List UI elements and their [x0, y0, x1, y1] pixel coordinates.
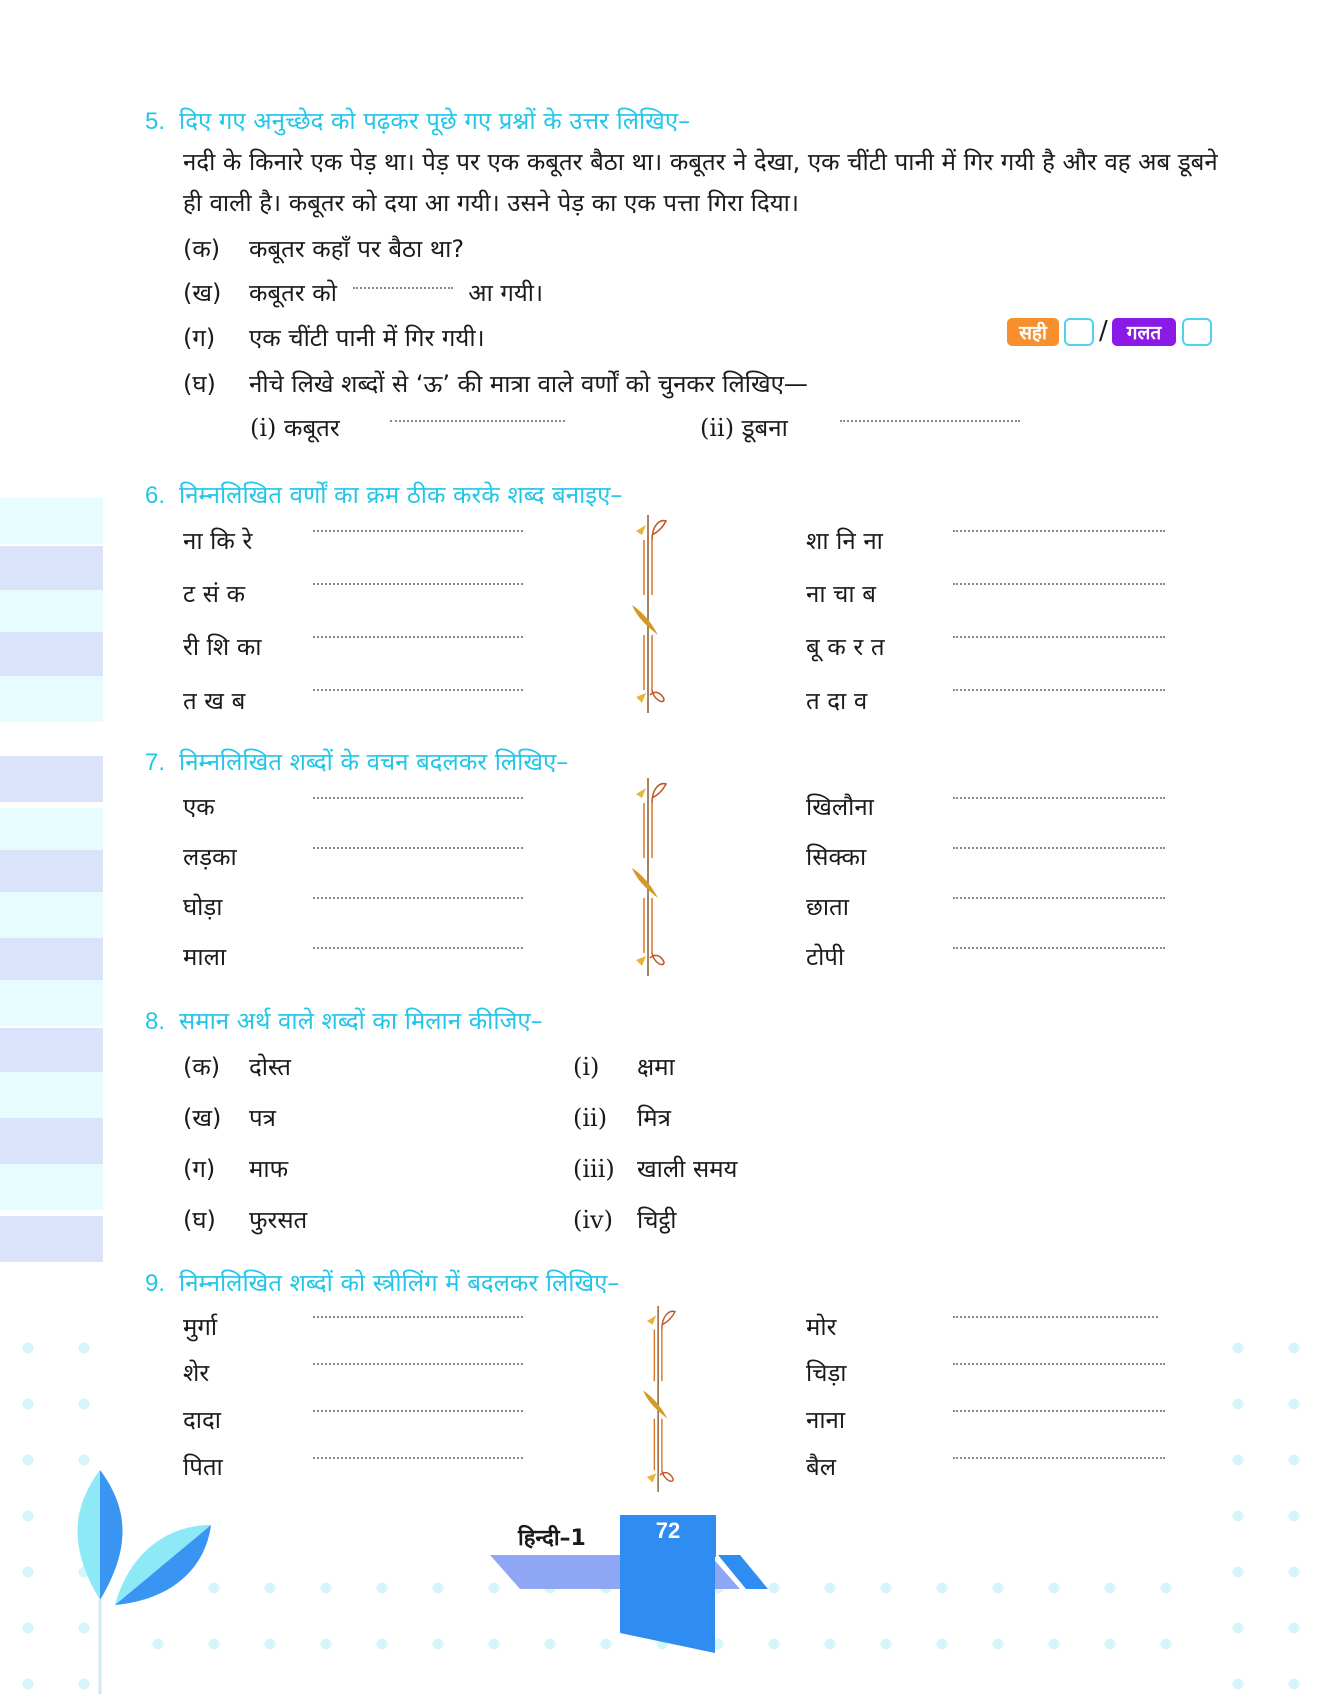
q7-heading-text: निम्नलिखित शब्दों के वचन बदलकर लिखिए– [179, 748, 569, 776]
answer-line[interactable] [313, 897, 523, 899]
side-bar [0, 756, 103, 802]
q8-heading-text: समान अर्थ वाले शब्दों का मिलान कीजिए– [179, 1007, 543, 1035]
leaf-decoration-icon [60, 1470, 220, 1694]
item-label: (ग) [183, 1155, 216, 1183]
answer-line[interactable] [953, 847, 1165, 849]
answer-line[interactable] [953, 947, 1165, 949]
word: लड़का [183, 843, 237, 871]
side-bar [0, 1164, 103, 1210]
jumbled-word: त दा व [806, 687, 868, 715]
jumbled-word: री शि का [183, 633, 262, 661]
dot-pattern-right [1210, 1320, 1334, 1694]
side-bar [0, 632, 103, 678]
page-number: 72 [655, 1518, 681, 1543]
q9-number: 9. [145, 1270, 166, 1297]
feather-divider-icon [630, 778, 670, 976]
item-text: कबूतर को [249, 279, 337, 307]
false-badge: गलत [1112, 318, 1176, 346]
q5-passage: नदी के किनारे एक पेड़ था। पेड़ पर एक कबूतर बैठा था। कबूतर ने देखा, एक चींटी पानी में गिर गयी है और वह अब डूबने ही वाली है। कबूतर को दया आ गयी। उसने पेड़ का एक पत्ता गिरा दिया। [183, 148, 1218, 217]
item-label: (i) [573, 1053, 600, 1081]
item-word: खाली समय [637, 1155, 738, 1183]
item-label: (ख) [183, 1104, 222, 1132]
item-label: (घ) [183, 1206, 216, 1234]
item-text: आ गयी। [468, 279, 544, 307]
q5-word-1 [250, 411, 340, 444]
answer-line[interactable] [313, 1457, 523, 1459]
answer-line[interactable] [313, 947, 523, 949]
side-bar [0, 850, 103, 896]
fill-blank-field[interactable] [353, 286, 453, 289]
match-right-item [573, 1050, 675, 1083]
side-bar [0, 892, 103, 938]
answer-line[interactable] [953, 583, 1165, 585]
side-bar [0, 676, 103, 722]
match-left-item [183, 1101, 276, 1134]
answer-line[interactable] [953, 797, 1165, 799]
word: छाता [806, 893, 849, 921]
word: माला [183, 943, 227, 971]
word: घोड़ा [183, 893, 223, 921]
true-badge: सही [1007, 318, 1059, 346]
separator: / [1099, 316, 1108, 346]
q5-item-ka [183, 232, 464, 265]
match-right-item [573, 1152, 737, 1185]
item-label: (iv) [573, 1206, 613, 1234]
answer-line[interactable] [953, 1363, 1165, 1365]
answer-line[interactable] [313, 1363, 523, 1365]
jumbled-word: बू क र त [806, 633, 885, 661]
answer-line[interactable] [953, 897, 1165, 899]
item-word: दोस्त [249, 1053, 291, 1081]
word: मुर्गा [183, 1313, 218, 1341]
q7-heading [145, 745, 568, 778]
answer-line[interactable] [313, 797, 523, 799]
word: मोर [806, 1313, 837, 1341]
word: चिड़ा [806, 1359, 847, 1387]
item-word: चिट्ठी [637, 1206, 677, 1234]
item-label: (iii) [573, 1155, 615, 1183]
item-word: मित्र [637, 1104, 671, 1132]
answer-line[interactable] [313, 530, 523, 532]
jumbled-word: ना कि रे [183, 527, 253, 555]
q8-heading [145, 1004, 543, 1037]
word: एक [183, 793, 215, 821]
side-bar [0, 1118, 103, 1164]
q5-item-gha [183, 367, 808, 400]
answer-line[interactable] [313, 1316, 523, 1318]
word-label: (i) [250, 414, 277, 442]
item-word: माफ [249, 1155, 289, 1183]
side-bar [0, 498, 103, 544]
word: बैल [806, 1453, 836, 1481]
answer-line[interactable] [313, 847, 523, 849]
q5-number: 5. [145, 108, 166, 135]
item-text: नीचे लिखे शब्दों से ‘ऊ’ की मात्रा वाले वर्णों को चुनकर लिखिए— [249, 370, 808, 398]
feather-divider-icon [630, 515, 670, 713]
side-bar [0, 808, 103, 854]
answer-line[interactable] [953, 1316, 1158, 1318]
jumbled-word: त ख ब [183, 687, 246, 715]
q6-heading [145, 478, 622, 511]
word-label: (ii) [700, 414, 735, 442]
word-text: कबूतर [284, 414, 340, 442]
feather-divider-icon [640, 1306, 680, 1492]
word: नाना [806, 1406, 846, 1434]
q5-item-kha [183, 276, 543, 309]
word: खिलौना [806, 793, 874, 821]
q5-item-ga [183, 321, 485, 354]
answer-line[interactable] [313, 1410, 523, 1412]
q7-number: 7. [145, 749, 166, 776]
book-title: हिन्दी–1 [518, 1526, 586, 1551]
jumbled-word: ना चा ब [806, 580, 876, 608]
word: दादा [183, 1406, 221, 1434]
side-bar [0, 938, 103, 984]
answer-line[interactable] [953, 636, 1165, 638]
answer-line[interactable] [390, 420, 565, 422]
false-checkbox[interactable] [1182, 318, 1212, 346]
match-left-item [183, 1203, 307, 1236]
item-label: (ग) [183, 324, 216, 352]
match-right-item [573, 1101, 671, 1134]
answer-line[interactable] [313, 689, 523, 691]
item-label: (ख) [183, 279, 222, 307]
q6-heading-text: निम्नलिखित वर्णों का क्रम ठीक करके शब्द बनाइए– [179, 481, 623, 509]
item-label: (क) [183, 1053, 221, 1081]
side-bar [0, 1216, 103, 1262]
item-word: क्षमा [637, 1053, 675, 1081]
match-left-item [183, 1050, 291, 1083]
side-bar [0, 546, 103, 592]
item-label: (घ) [183, 370, 216, 398]
match-left-item [183, 1152, 288, 1185]
q5-heading-text: दिए गए अनुच्छेद को पढ़कर पूछे गए प्रश्नों के उत्तर लिखिए– [179, 107, 691, 135]
q6-number: 6. [145, 482, 166, 509]
answer-line[interactable] [953, 1410, 1165, 1412]
q8-number: 8. [145, 1008, 166, 1035]
jumbled-word: शा नि ना [806, 527, 883, 555]
word-text: डूबना [741, 414, 788, 442]
word: पिता [183, 1453, 223, 1481]
item-text: एक चींटी पानी में गिर गयी। [249, 324, 485, 352]
answer-line[interactable] [840, 420, 1020, 422]
word: टोपी [806, 943, 845, 971]
side-bar [0, 1072, 103, 1118]
word: शेर [183, 1359, 210, 1387]
answer-line[interactable] [313, 636, 523, 638]
jumbled-word: ट सं क [183, 580, 246, 608]
word: सिक्का [806, 843, 867, 871]
side-bar [0, 980, 103, 1026]
answer-line[interactable] [953, 530, 1165, 532]
item-label: (ii) [573, 1104, 608, 1132]
item-label: (क) [183, 235, 221, 263]
match-right-item [573, 1203, 676, 1236]
true-checkbox[interactable] [1064, 318, 1094, 346]
item-word: पत्र [249, 1104, 276, 1132]
item-text: कबूतर कहाँ पर बैठा था? [249, 235, 465, 263]
side-bar [0, 1028, 103, 1074]
q9-heading-text: निम्नलिखित शब्दों को स्त्रीलिंग में बदलकर लिखिए– [179, 1269, 620, 1297]
q9-heading [145, 1266, 619, 1299]
q5-word-2 [700, 411, 788, 444]
side-bar [0, 590, 103, 636]
answer-line[interactable] [953, 1457, 1165, 1459]
q5-heading [145, 104, 690, 137]
answer-line[interactable] [313, 583, 523, 585]
item-word: फुरसत [249, 1206, 308, 1234]
answer-line[interactable] [953, 689, 1165, 691]
